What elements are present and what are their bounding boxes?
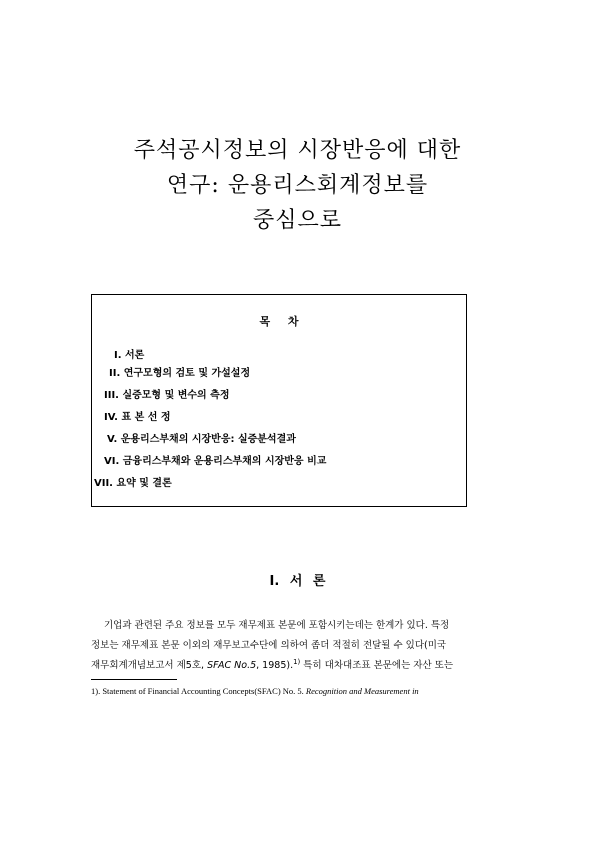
- paragraph-line-1: 기업과 관련된 주요 정보를 모두 재무제표 본문에 포함시키는데는 한계가 있다. 특정: [104, 620, 450, 631]
- paragraph-line-2: 정보는 재무제표 본문 이외의 재무보고수단에 의하여 좀더 적절히 전달될 수 있다(미국: [91, 640, 447, 651]
- toc-item-4: [104, 408, 171, 423]
- toc-item-7: [94, 474, 172, 489]
- toc-item-label: 요약 및 결론: [116, 478, 172, 489]
- toc-item-number: I.: [114, 350, 122, 361]
- toc-heading: 목 차: [259, 315, 299, 328]
- paragraph-line-3: [91, 657, 453, 671]
- toc-item-number: IV.: [104, 412, 118, 423]
- toc-item-number: V.: [107, 434, 118, 445]
- toc-item-5: [107, 430, 296, 445]
- paragraph-text: 재무회계개념보고서 제5호,: [91, 660, 208, 671]
- paragraph-text: 특히 대차대조표 본문에는 자산 또는: [300, 660, 454, 671]
- footnote-text: 1). Statement of Financial Accounting Concepts(SFAC) No. 5.: [91, 686, 306, 696]
- toc-item-2: [109, 364, 250, 379]
- table-of-contents: [91, 294, 467, 507]
- toc-item-number: II.: [109, 368, 121, 379]
- title-line-1: 주석공시정보의 시장반응에 대한: [133, 138, 462, 163]
- footnote-marker[interactable]: 1): [293, 657, 301, 666]
- footnote-1: [91, 686, 419, 696]
- toc-item-label: 금융리스부채와 운용리스부채의 시장반응 비교: [122, 456, 327, 467]
- toc-item-label: 운용리스부채의 시장반응: 실증분석결과: [120, 434, 296, 445]
- toc-item-6: [104, 452, 326, 467]
- toc-item-label: 표 본 선 정: [121, 412, 171, 423]
- toc-item-1: [114, 346, 144, 361]
- section-title: I. 서 론: [269, 574, 326, 589]
- toc-item-label: 연구모형의 검토 및 가설설정: [123, 368, 251, 379]
- toc-item-label: 서론: [125, 350, 145, 361]
- toc-item-3: [104, 386, 230, 401]
- title-line-3: 중심으로: [252, 208, 342, 233]
- toc-item-number: VI.: [104, 456, 120, 467]
- toc-item-label: 실증모형 및 변수의 측정: [122, 390, 230, 401]
- toc-item-number: III.: [104, 390, 119, 401]
- footnote-divider: [91, 679, 177, 680]
- toc-item-number: VII.: [94, 478, 113, 489]
- title-line-2: 연구: 운용리스회계정보를: [166, 173, 429, 198]
- footnote-italic-text: Recognition and Measurement in: [305, 686, 419, 696]
- sfac-citation: SFAC No.5: [207, 660, 257, 671]
- paragraph-text: , 1985).: [256, 660, 294, 671]
